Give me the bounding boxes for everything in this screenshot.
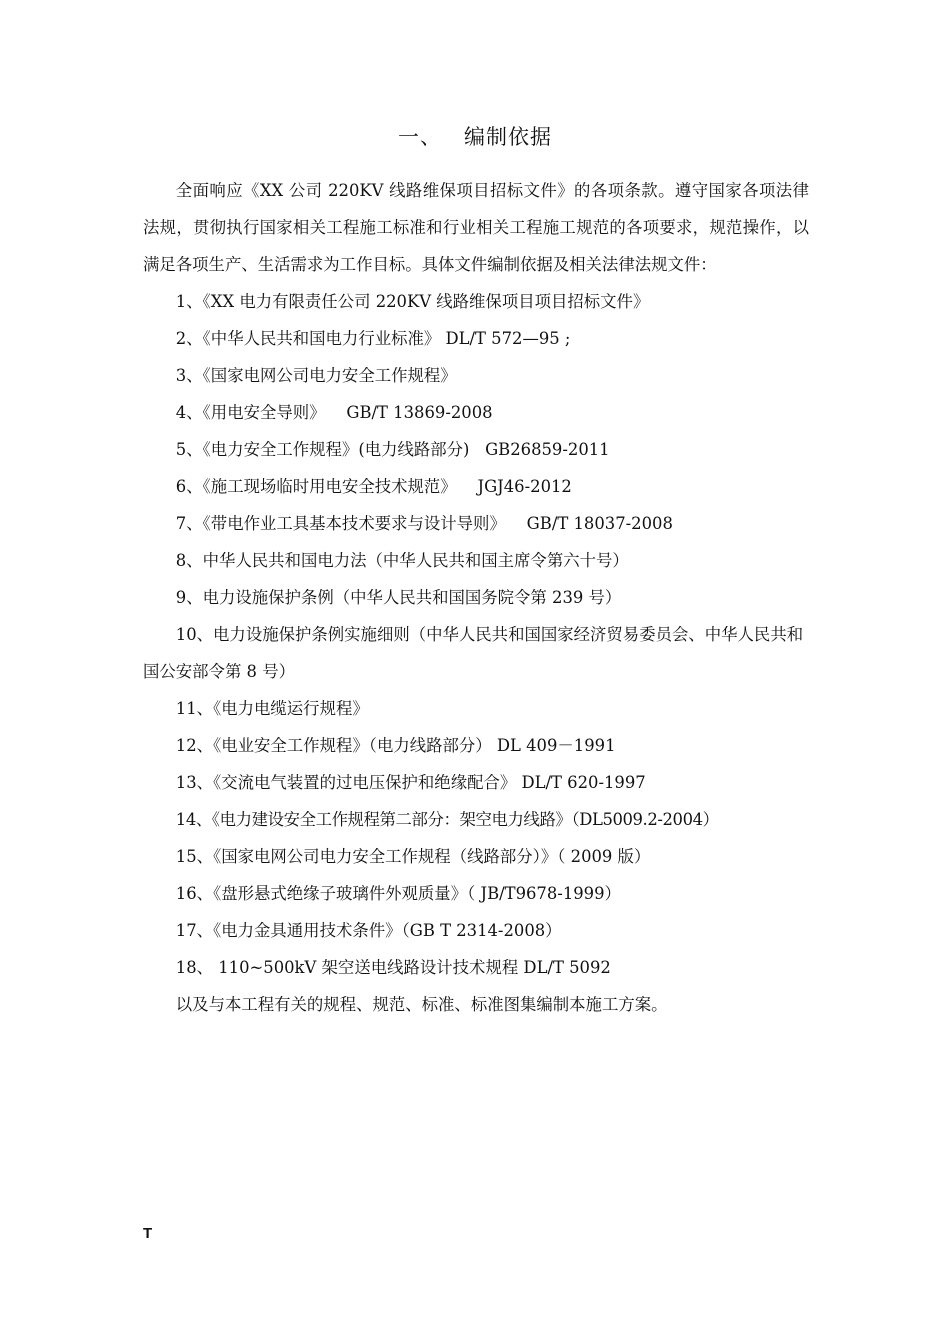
closing-paragraph: 以及与本工程有关的规程、规范、标准、标准图集编制本施工方案。: [175, 995, 668, 1014]
section-title: 编制依据: [464, 125, 552, 149]
list-item: 4、《用电安全导则》 GB/T 13869-2008: [175, 403, 493, 422]
list-item: 11、《电力电缆运行规程》: [175, 699, 369, 718]
list-item: 10、电力设施保护条例实施细则（中华人民共和国国家经济贸易委员会、中华人民共和国公安部令第 8 号）: [143, 625, 804, 681]
list-item: 18、 110~500kV 架空送电线路设计技术规程 DL/T 5092: [175, 958, 611, 977]
list-item: 9、电力设施保护条例（中华人民共和国国务院令第 239 号）: [175, 588, 622, 607]
list-item: 1、《XX 电力有限责任公司 220KV 线路维保项目项目招标文件》: [175, 292, 650, 311]
list-item: 5、《电力安全工作规程》(电力线路部分) GB26859-2011: [175, 440, 610, 459]
list-item: 8、中华人民共和国电力法（中华人民共和国主席令第六十号）: [175, 551, 629, 570]
list-item: 14、《电力建设安全工作规程第二部分：架空电力线路》（DL5009.2-2004）: [175, 810, 719, 829]
basis-list: [143, 283, 809, 986]
list-item: 13、《交流电气装置的过电压保护和绝缘配合》 DL/T 620-1997: [175, 773, 646, 792]
section-number: 一、: [398, 125, 442, 149]
list-item: 3、《国家电网公司电力安全工作规程》: [175, 366, 457, 385]
list-item: 16、《盘形悬式绝缘子玻璃件外观质量》（ JB/T9678-1999）: [175, 884, 621, 903]
footer-mark: T: [143, 1225, 153, 1242]
list-item: 2、《中华人民共和国电力行业标准》 DL/T 572—95 ;: [175, 329, 571, 348]
section-heading: [0, 121, 950, 151]
list-item: 6、《施工现场临时用电安全技术规范》 JGJ46-2012: [175, 477, 572, 496]
list-item: 15、《国家电网公司电力安全工作规程（线路部分）》（ 2009 版）: [175, 847, 651, 866]
list-item: 12、《电业安全工作规程》（电力线路部分） DL 409－1991: [175, 736, 616, 755]
list-item: 7、《带电作业工具基本技术要求与设计导则》 GB/T 18037-2008: [175, 514, 673, 533]
intro-paragraph: 全面响应《XX 公司 220KV 线路维保项目招标文件》的各项条款。遵守国家各项法律法规，贯彻执行国家相关工程施工标准和行业相关工程施工规范的各项要求，规范操作，以满足各项生产、生活需求为工作目标。具体文件编制依据及相关法律法规文件：: [143, 181, 809, 274]
list-item: 17、《电力金具通用技术条件》（GB T 2314-2008）: [175, 921, 562, 940]
document-body: [143, 172, 809, 1023]
